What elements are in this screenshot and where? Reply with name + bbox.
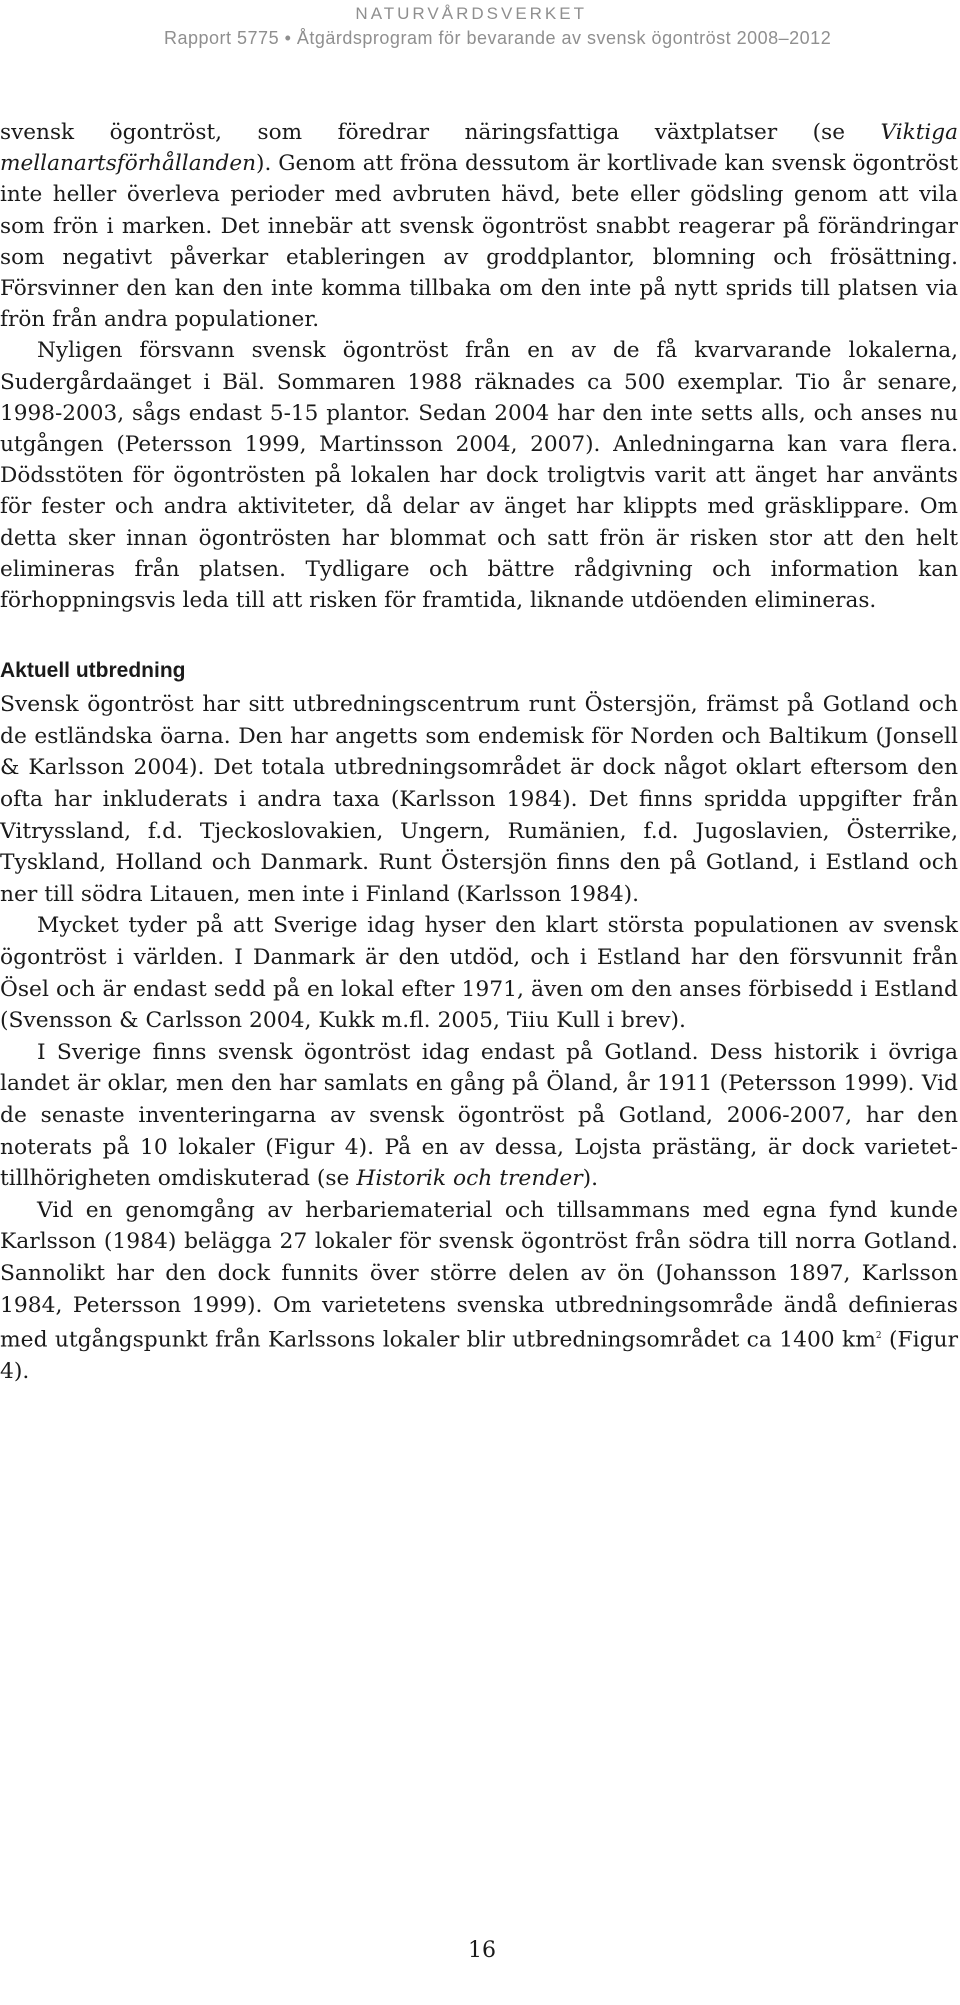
paragraph-section-3 <box>0 1037 958 1195</box>
header-report-title: Rapport 5775 • Åtgärdsprogram för bevarande av svensk ögontröst 2008–2012 <box>164 28 832 48</box>
paragraph-text: ). <box>582 1166 599 1192</box>
paragraph-section-2: Mycket tyder på att Sverige idag hyser den klart största populationen av svensk ögontröst i världen. I Danmark är den utdöd, och i Estland har den försvunnit från Ösel och är endast sedd på en lokal efter 1971, även om den anses förbisedd i Estland (Svensson & Carlsson 2004, Kukk m.fl. 2005, Tiiu Kull i brev). <box>0 913 958 1034</box>
paragraph-text: Vid en genomgång av herbariematerial och tillsammans med egna fynd kunde Karlsson (1984) belägga 27 lokaler för svensk ögontröst från södra till norra Gotland. Sannolikt har den dock funnits över större delen av ön (Johansson 1897, Karlsson 1984, Petersson 1999). Om varietetens svenska utbredningsområde ändå definieras med utgångspunkt från Karlssons lokaler blir utbredningsområdet ca 1400 km <box>0 1197 958 1353</box>
cross-reference: Historik och trender <box>356 1166 583 1192</box>
paragraph-text: svensk ögontröst, som föredrar näringsfattiga växtplatser (se <box>0 120 881 145</box>
paragraph-text: I Sverige finns svensk ögontröst idag endast på Gotland. Dess historik i övriga landet är oklar, men den har samlats en gång på Öland, år 1911 (Petersson 1999). Vid de senaste inventeringarna av svensk ögontröst på Gotland, 2006-2007, har den noterats på 10 lokaler (Figur 4). På en av dessa, Lojsta prästäng, är dock varietet-tillhörigheten omdiskuterad (se <box>0 1039 958 1192</box>
paragraph-text: (Figur 4). <box>0 1327 958 1384</box>
paragraph-section-4 <box>0 1195 958 1388</box>
header-organization: NATURVÅRDSVERKET <box>355 4 587 23</box>
paragraph-text: ). Genom att fröna dessutom är kortlivade kan svensk ögontröst inte heller överleva perioder med avbruten hävd, bete eller gödsling genom att vila som frön i marken. Det innebär att svensk ögontröst snabbt reagerar på förändringar som negativt påverkar etableringen av groddplantor, blomning och frösättning. Försvinner den kan den inte komma tillbaka om den inte på nytt sprids till platsen via frön från andra populationer. <box>0 151 958 333</box>
paragraph-section-1: Svensk ögontröst har sitt utbredningscentrum runt Östersjön, främst på Gotland och de estländska öarna. Den har angetts som endemisk för Norden och Baltikum (Jonsell & Karlsson 2004). Det totala utbredningsområdet är dock något oklart eftersom den ofta har inkluderats i andra taxa (Karlsson 1984). Det finns spridda uppgifter från Vitryssland, f.d. Tjeckoslovakien, Ungern, Rumänien, f.d. Jugoslavien, Österrike, Tyskland, Holland och Danmark. Runt Östersjön finns den på Gotland, i Estland och ner till södra Litauen, men inte i Finland (Karlsson 1984). <box>0 692 958 907</box>
section-heading: Aktuell utbredning <box>0 659 186 683</box>
cross-reference: Viktiga mellanartsförhållanden <box>0 120 958 177</box>
page-number: 16 <box>468 1938 496 1963</box>
paragraph-intro-1 <box>0 117 958 335</box>
body-text <box>0 117 958 1388</box>
superscript: 2 <box>875 1331 882 1342</box>
paragraph-intro-2: Nyligen försvann svensk ögontröst från en av de få kvarvarande lokalerna, Sudergårdaänget i Bäl. Sommaren 1988 räknades ca 500 exemplar. Tio år senare, 1998-2003, sågs endast 5-15 plantor. Sedan 2004 har den inte setts alls, och anses nu utgången (Petersson 1999, Martinsson 2004, 2007). Anledningarna kan vara flera. Dödsstöten för ögontrösten på lokalen har dock troligtvis varit att änget har använts för fester och andra aktiviteter, då delar av änget har klippts med gräsklippare. Om detta sker innan ögontrösten har blommat och satt frön är risken stor att den helt elimineras från platsen. Tydligare och bättre rådgivning och information kan förhoppningsvis leda till att risken för framtida, liknande utdöenden elimineras. <box>0 338 958 614</box>
